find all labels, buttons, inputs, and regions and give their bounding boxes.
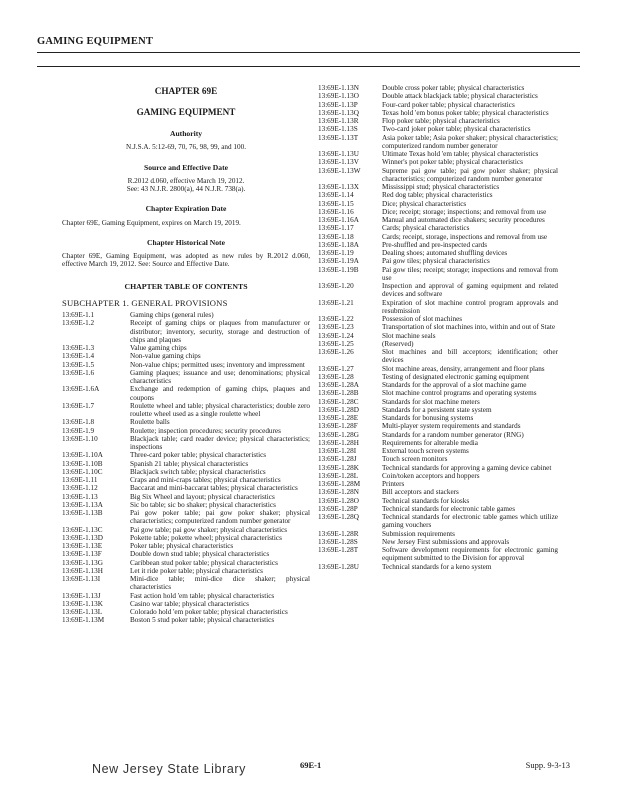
- expiration-heading: Chapter Expiration Date: [145, 204, 227, 214]
- toc-section-title: Cards; physical characteristics: [382, 224, 470, 233]
- toc-entry: [62, 352, 310, 360]
- toc-section-title: Technical standards for approving a gaming device cabinet: [382, 463, 552, 472]
- toc-entry: [318, 563, 558, 571]
- toc-section-number: 13:69E-1.13S: [318, 125, 358, 134]
- toc-entry: [62, 427, 310, 435]
- toc-section-title: Asia poker table; Asia poker shaker; physical characteristics; computerized random number generator: [382, 133, 558, 150]
- toc-section-number: 13:69E-1.6A: [62, 385, 100, 394]
- toc-section-number: 13:69E-1.28U: [318, 562, 359, 571]
- toc-entry: [318, 488, 558, 496]
- toc-section-number: 13:69E-1.28S: [318, 537, 358, 546]
- toc-section-number: 13:69E-1.28: [318, 372, 354, 381]
- toc-section-title: Blackjack switch table; physical characteristics: [130, 467, 266, 476]
- toc-heading: CHAPTER TABLE OF CONTENTS: [124, 281, 248, 291]
- toc-section-number: 13:69E-1.13H: [62, 566, 103, 575]
- toc-section-title: Slot machines and bill acceptors; identification; other devices: [382, 348, 558, 365]
- toc-section-number: 13:69E-1.13T: [318, 133, 359, 142]
- toc-entry: [318, 323, 558, 331]
- toc-section-title: Pai gow tiles; receipt; storage; inspections and removal from use: [382, 265, 558, 282]
- toc-section-number: 13:69E-1.19B: [318, 265, 359, 274]
- toc-section-number: 13:69E-1.13A: [62, 500, 103, 509]
- toc-entry: [318, 282, 558, 299]
- right-column: [318, 84, 558, 571]
- toc-entry: [62, 402, 310, 419]
- toc-section-title: Fast action hold 'em table; physical characteristics: [130, 591, 275, 600]
- toc-entry: [318, 84, 558, 92]
- toc-section-number: 13:69E-1.28M: [318, 480, 361, 488]
- toc-section-title: Roulette; inspection procedures; security procedures: [130, 426, 281, 435]
- toc-entry: [318, 109, 558, 117]
- toc-section-number: 13:69E-1.13E: [62, 542, 103, 550]
- toc-section-title: Four-card poker table; physical characteristics: [382, 100, 515, 109]
- toc-section-number: 13:69E-1.27: [318, 364, 354, 373]
- toc-section-number: 13:69E-1.18: [318, 232, 354, 241]
- toc-section-title: Standards for bonusing systems: [382, 414, 474, 422]
- toc-section-title: Slot machine areas, density, arrangement and floor plans: [382, 364, 545, 373]
- toc-section-number: 13:69E-1.13G: [62, 558, 103, 567]
- toc-entry: [62, 361, 310, 369]
- toc-section-title: Boston 5 stud poker table; physical characteristics: [130, 616, 275, 625]
- toc-entry: [318, 480, 558, 488]
- toc-section-title: Dice; receipt; storage; inspections; and removal from use: [382, 207, 547, 216]
- source-line-1: R.2012 d.060, effective March 19, 2012.: [127, 176, 245, 185]
- toc-section-title: Requirements for alterable media: [382, 438, 478, 447]
- toc-section-title: Spanish 21 table; physical characteristics: [130, 459, 249, 468]
- toc-section-number: 13:69E-1.28Q: [318, 513, 359, 521]
- expiration-text: Chapter 69E, Gaming Equipment, expires on March 19, 2019.: [62, 218, 241, 227]
- toc-section-title: Roulette wheel and table; physical characteristics; double zero roulette wheel used as a single roulette wheel: [130, 401, 310, 418]
- toc-section-number: 13:69E-1.13O: [318, 92, 359, 101]
- toc-section-number: 13:69E-1.13N: [318, 84, 359, 92]
- toc-entry: [62, 476, 310, 484]
- toc-section-number: 13:69E-1.28E: [318, 414, 359, 422]
- toc-entry: [318, 431, 558, 439]
- toc-entry: [318, 406, 558, 414]
- toc-section-number: 13:69E-1.28R: [318, 529, 359, 538]
- toc-section-number: 13:69E-1.13K: [62, 599, 103, 608]
- toc-entry: [318, 530, 558, 538]
- toc-section-number: 13:69E-1.13J: [62, 591, 101, 600]
- toc-entry: [318, 241, 558, 249]
- toc-section-number: 13:69E-1.28T: [318, 546, 359, 554]
- toc-entry: [318, 167, 558, 184]
- toc-entry: [62, 550, 310, 558]
- toc-entry: [62, 567, 310, 575]
- toc-entry: [318, 381, 558, 389]
- toc-section-title: Red dog table; physical characteristics: [382, 191, 493, 200]
- toc-section-number: 13:69E-1.28D: [318, 405, 359, 414]
- source-heading: Source and Effective Date: [143, 162, 228, 172]
- toc-section-title: Value gaming chips: [130, 344, 187, 352]
- toc-section-number: 13:69E-1.10C: [62, 467, 103, 476]
- toc-section-number: 13:69E-1.28L: [318, 471, 359, 480]
- toc-section-title: Pai gow table; pai gow shaker; physical characteristics: [130, 525, 288, 534]
- toc-section-title: Slot machine control programs and operating systems: [382, 389, 537, 398]
- toc-section-title: Standards for a random number generator (RNG): [382, 430, 524, 439]
- toc-entry: [62, 575, 310, 592]
- toc-entry: [318, 497, 558, 505]
- toc-section-title: Testing of designated electronic gaming equipment: [382, 372, 529, 381]
- toc-section-number: 13:69E-1.13R: [318, 117, 359, 125]
- toc-right-list: [318, 84, 558, 571]
- toc-entry: [318, 134, 558, 151]
- toc-section-number: 13:69E-1.28A: [318, 381, 359, 389]
- toc-section-title: Standards for slot machine meters: [382, 397, 480, 406]
- toc-entry: [62, 460, 310, 468]
- toc-section-number: 13:69E-1.16A: [318, 216, 359, 224]
- toc-entry: [62, 526, 310, 534]
- authority-text: N.J.S.A. 5:12-69, 70, 76, 98, 99, and 100.: [126, 143, 246, 152]
- toc-entry: [62, 369, 310, 386]
- toc-section-number: 13:69E-1.13U: [318, 150, 359, 158]
- toc-section-title: Colorado hold 'em poker table; physical characteristics: [130, 608, 288, 616]
- toc-entry: [318, 101, 558, 109]
- toc-section-number: 13:69E-1.13W: [318, 166, 361, 175]
- toc-entry: [62, 385, 310, 402]
- subchapter-heading: SUBCHAPTER 1. GENERAL PROVISIONS: [62, 297, 228, 308]
- toc-section-title: Gaming chips (general rules): [130, 311, 214, 319]
- toc-section-title: Dealing shoes; automated shuffling devices: [382, 249, 508, 257]
- toc-entry: [62, 311, 310, 319]
- toc-entry: [62, 344, 310, 352]
- toc-section-title: Blackjack table; card reader device; physical characteristics; inspections: [130, 434, 310, 451]
- toc-entry: [62, 501, 310, 509]
- toc-entry: [318, 348, 558, 365]
- toc-section-title: Baccarat and mini-baccarat tables; physical characteristics: [130, 484, 298, 493]
- toc-section-number: 13:69E-1.2: [62, 319, 95, 328]
- toc-section-title: Double down stud table; physical characteristics: [130, 550, 270, 559]
- toc-section-number: 13:69E-1.13B: [62, 509, 103, 517]
- toc-entry: [318, 505, 558, 513]
- toc-entry: [62, 484, 310, 492]
- toc-section-title: Sic bo table; sic bo shaker; physical characteristics: [130, 500, 276, 509]
- toc-entry: [318, 315, 558, 323]
- toc-section-number: 13:69E-1.10: [62, 434, 98, 443]
- toc-section-title: Manual and automated dice shakers; security procedures: [382, 216, 545, 224]
- toc-section-title: Roulette balls: [130, 418, 170, 427]
- toc-section-number: 13:69E-1.4: [62, 352, 95, 361]
- toc-section-title: Two-card joker poker table; physical characteristics: [382, 125, 531, 134]
- toc-section-number: 13:69E-1.14: [318, 191, 354, 200]
- toc-section-number: 13:69E-1.20: [318, 282, 354, 290]
- toc-section-number: 13:69E-1.3: [62, 344, 95, 352]
- toc-section-title: Flop poker table; physical characteristics: [382, 117, 500, 125]
- chapter-title: GAMING EQUIPMENT: [136, 107, 236, 117]
- toc-section-number: 13:69E-1.16: [318, 207, 354, 216]
- toc-section-title: Standards for the approval of a slot machine game: [382, 381, 527, 389]
- toc-entry: [62, 435, 310, 452]
- toc-section-title: Possession of slot machines: [382, 315, 463, 323]
- toc-section-title: Expiration of slot machine control program approvals and resubmission: [382, 298, 558, 315]
- toc-section-number: 13:69E-1.13I: [62, 575, 101, 583]
- toc-entry: [318, 191, 558, 199]
- toc-entry: [318, 332, 558, 340]
- toc-entry: [318, 200, 558, 208]
- toc-section-number: 13:69E-1.13M: [62, 616, 105, 625]
- toc-section-title: Standards for a persistent state system: [382, 405, 492, 414]
- toc-section-title: Pai gow poker table; pai gow poker shaker; physical characteristics; computerized random number generator: [130, 509, 310, 526]
- toc-entry: [62, 534, 310, 542]
- toc-section-number: 13:69E-1.17: [318, 224, 354, 233]
- toc-entry: [318, 183, 558, 191]
- history-heading: Chapter Historical Note: [147, 237, 225, 247]
- supplement-date: Supp. 9-3-13: [525, 760, 570, 770]
- toc-section-title: Dice; physical characteristics: [382, 199, 467, 208]
- toc-section-title: Printers: [382, 480, 405, 488]
- toc-entry: [62, 493, 310, 501]
- running-head: GAMING EQUIPMENT: [37, 36, 154, 47]
- toc-entry: [62, 509, 310, 526]
- toc-section-number: 13:69E-1.10B: [62, 459, 103, 468]
- toc-section-title: Technical standards for electronic table games: [382, 504, 516, 513]
- toc-section-number: 13:69E-1.19: [318, 249, 354, 257]
- toc-entry: [62, 559, 310, 567]
- toc-section-title: Coin/token acceptors and hoppers: [382, 471, 480, 480]
- toc-section-title: Submission requirements: [382, 529, 455, 538]
- toc-section-title: Craps and mini-craps tables; physical characteristics: [130, 476, 281, 484]
- toc-section-number: 13:69E-1.28I: [318, 447, 357, 455]
- toc-section-title: Caribbean stud poker table; physical characteristics: [130, 558, 278, 567]
- toc-section-title: Technical standards for electronic table games which utilize gaming vouchers: [382, 513, 558, 530]
- toc-section-title: Double attack blackjack table; physical characteristics: [382, 92, 538, 101]
- toc-section-number: 13:69E-1.19A: [318, 257, 359, 266]
- toc-entry: [62, 608, 310, 616]
- toc-section-title: Pai gow tiles; physical characteristics: [382, 257, 490, 266]
- toc-entry: [318, 365, 558, 373]
- toc-section-number: 13:69E-1.7: [62, 401, 95, 410]
- toc-section-title: (Reserved): [382, 339, 414, 348]
- toc-section-title: Big Six Wheel and layout; physical characteristics: [130, 492, 275, 501]
- toc-section-title: New Jersey First submissions and approvals: [382, 537, 510, 546]
- toc-section-number: 13:69E-1.28B: [318, 389, 359, 398]
- toc-entry: [318, 233, 558, 241]
- toc-entry: [318, 216, 558, 224]
- toc-section-number: 13:69E-1.28K: [318, 463, 359, 472]
- toc-section-number: 13:69E-1.10A: [62, 451, 103, 460]
- toc-section-number: 13:69E-1.13D: [62, 533, 103, 542]
- toc-entry: [318, 439, 558, 447]
- toc-section-title: Pre-shuffled and pre-inspected cards: [382, 240, 488, 249]
- toc-entry: [318, 208, 558, 216]
- toc-section-number: 13:69E-1.13Q: [318, 108, 359, 117]
- toc-entry: [318, 158, 558, 166]
- toc-entry: [318, 464, 558, 472]
- toc-section-title: Ultimate Texas hold 'em table; physical characteristics: [382, 150, 539, 158]
- toc-section-number: 13:69E-1.13C: [62, 525, 103, 534]
- toc-entry: [318, 249, 558, 257]
- toc-section-number: 13:69E-1.28J: [318, 455, 357, 464]
- toc-section-number: 13:69E-1.13L: [62, 608, 103, 616]
- toc-section-title: Mississippi stud; physical characteristics: [382, 183, 500, 191]
- toc-section-number: 13:69E-1.24: [318, 331, 354, 340]
- toc-section-number: 13:69E-1.13P: [318, 100, 358, 109]
- chapter-number: CHAPTER 69E: [154, 86, 218, 96]
- toc-entry: [318, 373, 558, 381]
- toc-section-number: 13:69E-1.13X: [318, 183, 359, 191]
- toc-entry: [318, 117, 558, 125]
- toc-section-number: 13:69E-1.13: [62, 492, 98, 501]
- library-watermark: New Jersey State Library: [92, 762, 247, 776]
- toc-entry: [318, 224, 558, 232]
- toc-entry: [318, 266, 558, 283]
- toc-section-number: 13:69E-1.28F: [318, 422, 358, 431]
- toc-entry: [318, 538, 558, 546]
- page-number: 69E-1: [300, 760, 322, 770]
- source-line-2: See: 43 N.J.R. 2800(a), 44 N.J.R. 738(a).: [126, 185, 246, 193]
- history-text: Chapter 69E, Gaming Equipment, was adopted as new rules by R.2012 d.060, effective March 19, 2012. See: Source and Effective Date.: [62, 252, 310, 269]
- header-rule-top: [37, 52, 580, 53]
- toc-section-title: Bill acceptors and stackers: [382, 488, 459, 497]
- header-rule-bottom: [37, 66, 580, 67]
- toc-section-title: Slot machine seals: [382, 331, 436, 340]
- toc-left-list: [62, 311, 310, 625]
- toc-section-number: 13:69E-1.21: [318, 298, 354, 307]
- toc-section-title: Three-card poker table; physical characteristics: [130, 451, 267, 460]
- toc-section-title: Software development requirements for electronic gaming equipment submitted to the Division for approval: [382, 546, 558, 563]
- toc-section-number: 13:69E-1.18A: [318, 240, 359, 249]
- toc-section-title: Technical standards for kiosks: [382, 496, 470, 505]
- toc-entry: [62, 592, 310, 600]
- toc-section-title: Multi-player system requirements and standards: [382, 422, 521, 431]
- toc-section-number: 13:69E-1.28N: [318, 488, 359, 497]
- toc-section-title: Non-value chips; permitted uses; inventory and impressment: [130, 360, 305, 369]
- toc-section-number: 13:69E-1.28G: [318, 430, 359, 439]
- toc-section-number: 13:69E-1.13V: [318, 158, 359, 167]
- toc-section-number: 13:69E-1.26: [318, 348, 354, 356]
- toc-section-title: Supreme pai gow table; pai gow poker shaker; physical characteristics; computerized random number generator: [382, 166, 558, 183]
- toc-section-number: 13:69E-1.1: [62, 311, 95, 319]
- toc-section-title: Gaming plaques; issuance and use; denominations; physical characteristics: [130, 368, 310, 385]
- toc-section-title: Non-value gaming chips: [130, 352, 201, 361]
- toc-section-number: 13:69E-1.9: [62, 426, 95, 435]
- toc-section-title: Mini-dice table; mini-dice dice shaker; physical characteristics: [130, 575, 310, 592]
- toc-section-title: Receipt of gaming chips or plaques from manufacturer or distributor; inventory, security, storage and destruction of chips and plaques: [130, 319, 310, 344]
- toc-entry: [318, 125, 558, 133]
- toc-section-number: 13:69E-1.28H: [318, 438, 359, 447]
- toc-section-title: Inspection and approval of gaming equipment and related devices and software: [382, 282, 558, 299]
- toc-section-title: Transportation of slot machines into, within and out of State: [382, 323, 556, 332]
- authority-heading: Authority: [169, 129, 203, 138]
- toc-section-number: 13:69E-1.11: [62, 476, 98, 484]
- toc-section-number: 13:69E-1.15: [318, 199, 354, 208]
- left-column: [62, 84, 310, 625]
- toc-entry: [318, 546, 558, 563]
- toc-entry: [318, 414, 558, 422]
- toc-section-title: Double cross poker table; physical characteristics: [382, 84, 525, 92]
- toc-entry: [318, 299, 558, 316]
- toc-entry: [318, 389, 558, 397]
- toc-section-number: 13:69E-1.8: [62, 418, 95, 427]
- toc-section-number: 13:69E-1.12: [62, 484, 98, 493]
- toc-entry: [318, 513, 558, 530]
- toc-section-number: 13:69E-1.28C: [318, 397, 359, 406]
- toc-section-number: 13:69E-1.28O: [318, 496, 359, 505]
- toc-section-title: Texas hold 'em bonus poker table; physical characteristics: [382, 108, 549, 117]
- toc-section-title: Poker table; physical characteristics: [130, 542, 234, 550]
- toc-entry: [62, 319, 310, 344]
- toc-entry: [62, 616, 310, 624]
- toc-entry: [62, 542, 310, 550]
- toc-section-title: Exchange and redemption of gaming chips, plaques and coupons: [130, 385, 310, 402]
- toc-section-number: 13:69E-1.23: [318, 323, 354, 332]
- toc-entry: [318, 398, 558, 406]
- toc-entry: [318, 422, 558, 430]
- toc-section-number: 13:69E-1.25: [318, 339, 354, 348]
- toc-section-number: 13:69E-1.5: [62, 360, 95, 369]
- toc-entry: [318, 340, 558, 348]
- toc-entry: [62, 600, 310, 608]
- toc-entry: [62, 468, 310, 476]
- toc-section-number: 13:69E-1.13F: [62, 550, 102, 559]
- toc-section-title: Casino war table; physical characteristics: [130, 599, 249, 608]
- toc-entry: [318, 455, 558, 463]
- toc-section-title: External touch screen systems: [382, 447, 469, 455]
- toc-entry: [62, 451, 310, 459]
- toc-section-title: Winner's pot poker table; physical characteristics: [382, 158, 523, 167]
- toc-entry: [318, 447, 558, 455]
- toc-entry: [318, 92, 558, 100]
- toc-entry: [318, 257, 558, 265]
- toc-entry: [62, 418, 310, 426]
- toc-section-title: Touch screen monitors: [382, 455, 448, 464]
- toc-entry: [318, 150, 558, 158]
- toc-entry: [318, 472, 558, 480]
- toc-section-title: Let it ride poker table; physical characteristics: [130, 566, 263, 575]
- toc-section-number: 13:69E-1.22: [318, 315, 354, 323]
- toc-section-title: Technical standards for a keno system: [382, 562, 492, 571]
- toc-section-number: 13:69E-1.6: [62, 368, 95, 377]
- toc-section-title: Pokette table; pokette wheel; physical characteristics: [130, 533, 282, 542]
- toc-section-title: Cards; receipt, storage, inspections and removal from use: [382, 232, 548, 241]
- toc-section-number: 13:69E-1.28P: [318, 504, 358, 513]
